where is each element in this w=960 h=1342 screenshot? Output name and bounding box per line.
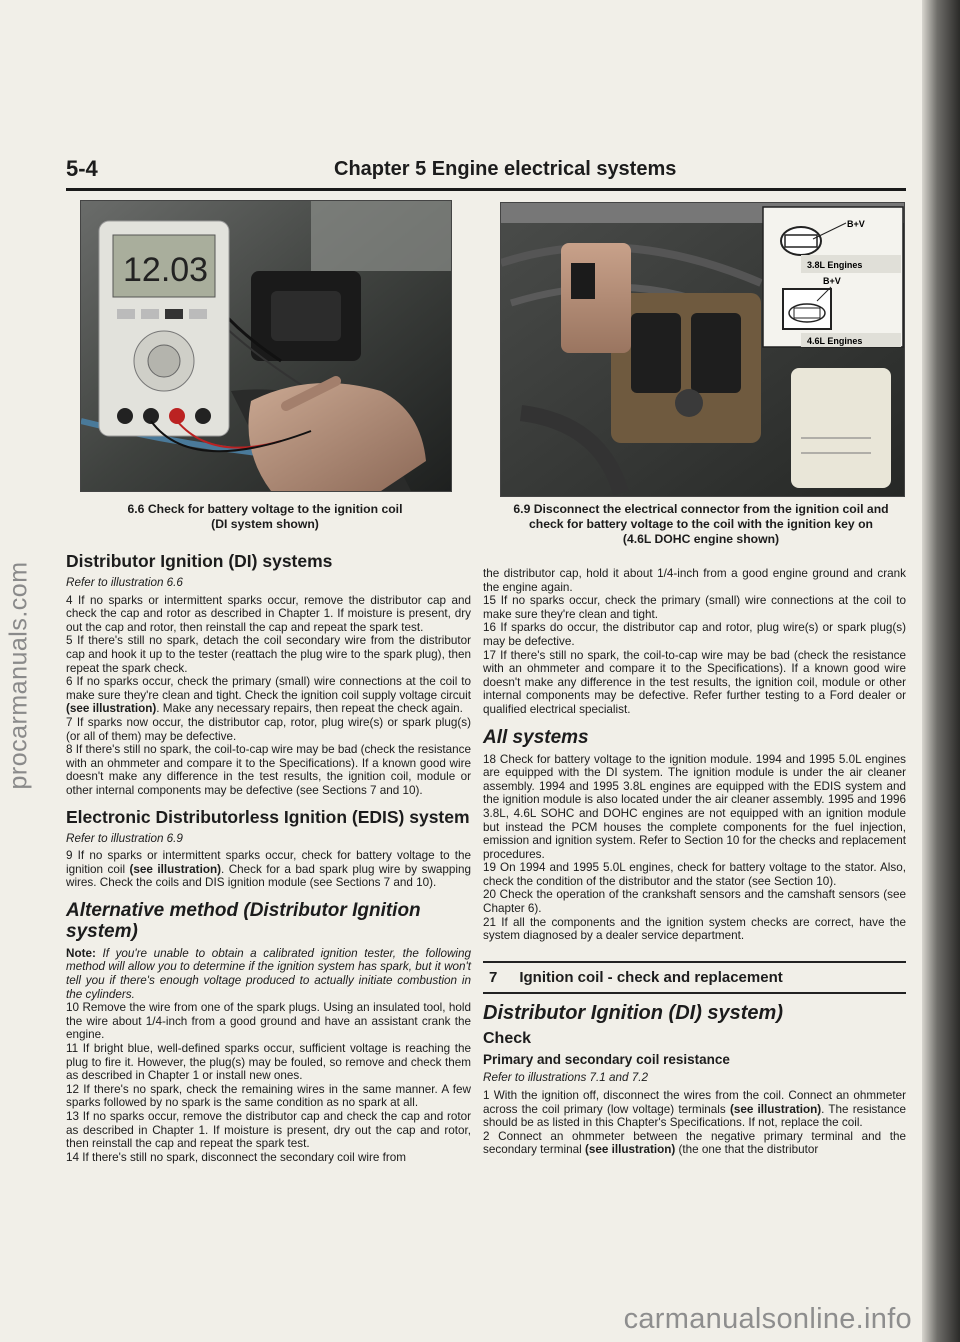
paragraph-21: 21 If all the components and the ignition system checks are correct, have the system diagnosed by a dealer service department. — [483, 915, 906, 943]
paragraph-6 — [66, 675, 471, 716]
ref-illustrations-7-1-7-2: Refer to illustrations 7.1 and 7.2 — [483, 1071, 649, 1085]
paragraph-4: 4 If no sparks or intermittent sparks occur, remove the distributor cap and check the cap and rotor as described in Chapter 1. If moisture is present, dry out the cap and rotor, then reinstall the cap and repeat the spark test. — [66, 593, 471, 634]
page-number: 5-4 — [66, 156, 98, 181]
note-label: Note: — [66, 946, 96, 960]
paragraph-2 — [483, 1130, 906, 1157]
paragraph-1 — [483, 1089, 906, 1130]
paragraph-17: 17 If there's still no spark, the coil-to-cap wire may be bad (check the resistance with an ohmmeter and compare it to the Specifications). If a known good wire doesn't make any difference in the test results, the ignition coil, module or other internal components may be defective. Refer further testing to a Ford dealer or qualified electrical specialist. — [483, 648, 906, 716]
paragraph-6-see-illustration: (see illustration) — [66, 702, 157, 716]
caption-6-9-line3: (4.6L DOHC engine shown) — [622, 532, 780, 546]
watermark-bottom: carmanualsonline.info — [623, 1303, 912, 1335]
inset-label-bv-top: B+V — [847, 219, 865, 229]
paragraph-1-text-b: . The resistance should be as listed in this Chapter's Specifications. If not, replace the coil. — [483, 1102, 906, 1130]
figure-6-9-caption — [495, 502, 907, 547]
paragraph-7: 7 If sparks now occur, the distributor cap, rotor, plug wire(s) or spark plug(s) (or all of them) may be defective. — [66, 715, 471, 743]
caption-6-6-line2: (DI system shown) — [211, 517, 319, 531]
paragraph-1-see-illustration: (see illustration) — [729, 1102, 822, 1116]
engine-photo-left — [81, 201, 451, 491]
heading-all-systems: All systems — [483, 726, 589, 748]
section-7-heading — [489, 968, 906, 986]
heading-primary-secondary: Primary and secondary coil resistance — [483, 1052, 730, 1068]
heading-edis: Electronic Distributorless Ignition (EDIS) system — [66, 806, 470, 827]
caption-6-9-line1: 6.9 Disconnect the electrical connector from the ignition coil and — [513, 502, 889, 516]
paragraph-12: 12 If there's no spark, check the remaining wires in the same manner. A few sparks followed by no spark is the same condition as no spark at all. — [66, 1082, 471, 1110]
section-title: Ignition coil - check and replacement — [519, 968, 783, 986]
paragraph-20: 20 Check the operation of the crankshaft sensors and the camshaft sensors (see Chapter 6). — [483, 888, 906, 916]
paragraph-6-text-b: . Make any necessary repairs, then repeat the check again. — [156, 702, 463, 716]
paragraph-15: 15 If no sparks occur, check the primary (small) wire connections at the coil to make sure they're clean and tight. — [483, 594, 906, 621]
watermark-left-text: procarmanuals.com — [4, 560, 33, 790]
paragraph-13: 13 If no sparks occur, remove the distributor cap and check the cap and rotor as described in Chapter 1. If moisture is present, dry out the cap and rotor, then reinstall the cap and repeat the spark test. — [66, 1110, 471, 1151]
heading-di-systems: Distributor Ignition (DI) systems — [66, 551, 333, 571]
paragraph-16: 16 If sparks do occur, the distributor cap and rotor, plug wire(s) or spark plug(s) may be defective. — [483, 621, 906, 648]
page-edge-shadow — [922, 0, 960, 1342]
figure-6-6-photo — [80, 200, 452, 492]
paragraph-9-text-b: . Check for a bad spark plug wire by swapping wires. Check the coils and DIS ignition module (see Sections 7 and 10). — [66, 862, 471, 890]
paragraph-11: 11 If bright blue, well-defined sparks occur, sufficient voltage is reaching the plug to fire it. However, the plug(s) may be fouled, so remove and check them as described in Chapter 1 or install new ones. — [66, 1042, 471, 1083]
paragraph-19: 19 On 1994 and 1995 5.0L engines, check for battery voltage to the stator. Also, check the condition of the distributor and the stator (see Section 10). — [483, 861, 906, 888]
paragraph-14-continued: the distributor cap, hold it about 1/4-inch from a good engine ground and crank the engine again. — [483, 567, 906, 594]
paragraph-2-see-illustration: (see illustration) — [585, 1143, 676, 1157]
header-rule — [66, 188, 906, 191]
ref-illustration-6-6: Refer to illustration 6.6 — [66, 576, 183, 589]
caption-6-6-line1: 6.6 Check for battery voltage to the ignition coil — [127, 502, 403, 516]
paragraph-8: 8 If there's still no spark, the coil-to-cap wire may be bad (check the resistance with an ohmmeter and compare it to the Specifications). If a known good wire doesn't make any difference in the test results, the ignition coil, module or other internal components may be defective (see Sections 7 and 10). — [66, 743, 471, 797]
meter-reading: 12.03 — [123, 251, 209, 289]
paragraph-9 — [66, 849, 471, 890]
paragraph-6-text-a: 6 If no sparks occur, check the primary (small) wire connections at the coil to make sure they're clean and tight. Check the ignition coil supply voltage circuit — [66, 675, 471, 702]
section-number: 7 — [489, 968, 498, 986]
note-paragraph — [66, 947, 471, 1001]
inset-label-38l: 3.8L Engines — [807, 260, 863, 270]
paragraph-18: 18 Check for battery voltage to the ignition module. 1994 and 1995 5.0L engines are equipped with the DI system. The ignition module is under the air cleaner assembly. 1994 and 1995 3.8L engines are equipped with the EDIS system and the ignition module is also located under the air cleaner assembly. 1995 and 1996 3.8L, 4.6L SOHC and DOHC engines are not equipped with an ignition module but instead the PCM houses the complete components for the fuel injection, emission and ignition system. Refer to Section 10 for the checks and replacement procedures. — [483, 752, 906, 861]
heading-alternative-method: Alternative method (Distributor Ignition system) — [66, 899, 421, 942]
left-column — [66, 552, 471, 1164]
chapter-title: Chapter 5 Engine electrical systems — [334, 158, 677, 180]
section-rule-bottom — [483, 992, 906, 994]
paragraph-10: 10 Remove the wire from one of the spark plugs. Using an insulated tool, hold the wire about 1/4-inch from a good ground and have an assistant crank the engine. — [66, 1001, 471, 1042]
heading-di-system: Distributor Ignition (DI) system) — [483, 1002, 783, 1025]
section-rule-top — [483, 961, 906, 963]
paragraph-14: 14 If there's still no spark, disconnect the secondary coil wire from — [66, 1150, 407, 1164]
figure-6-9-photo — [500, 202, 905, 497]
figure-6-6-caption — [80, 502, 450, 532]
note-text: If you're unable to obtain a calibrated ignition tester, the following method will allow you to determine if the ignition system has spark, but it won't tell you if there's enough voltage produced to actually initiate combustion in the cylinders. — [66, 946, 471, 1001]
watermark-left — [2, 560, 36, 790]
page-header — [66, 148, 906, 184]
paragraph-2-text-a: 2 Connect an ohmmeter between the negative primary terminal and the secondary terminal — [483, 1129, 906, 1157]
inset-label-46l: 4.6L Engines — [807, 336, 863, 346]
paragraph-2-text-b: (the one that the distributor — [675, 1143, 819, 1157]
paragraph-1-text-a: 1 With the ignition off, disconnect the wires from the coil. Connect an ohmmeter across the coil primary (low voltage) terminals — [483, 1089, 906, 1116]
inset-label-bv-mid: B+V — [823, 276, 841, 286]
paragraph-9-see-illustration: (see illustration) — [129, 862, 221, 876]
ref-illustration-6-9: Refer to illustration 6.9 — [66, 831, 183, 845]
caption-6-9-line2: check for battery voltage to the coil with the ignition key on — [528, 517, 873, 531]
paragraph-9-text-a: 9 If no sparks or intermittent sparks occur, check for battery voltage to the ignition coil — [66, 849, 471, 876]
engine-photo-right — [501, 203, 904, 496]
right-column — [483, 567, 906, 1157]
heading-check: Check — [483, 1030, 532, 1048]
paragraph-5: 5 If there's still no spark, detach the coil secondary wire from the distributor cap and hook it up to the tester (reattach the plug wire to the spark plug), then repeat the spark check. — [66, 634, 471, 675]
